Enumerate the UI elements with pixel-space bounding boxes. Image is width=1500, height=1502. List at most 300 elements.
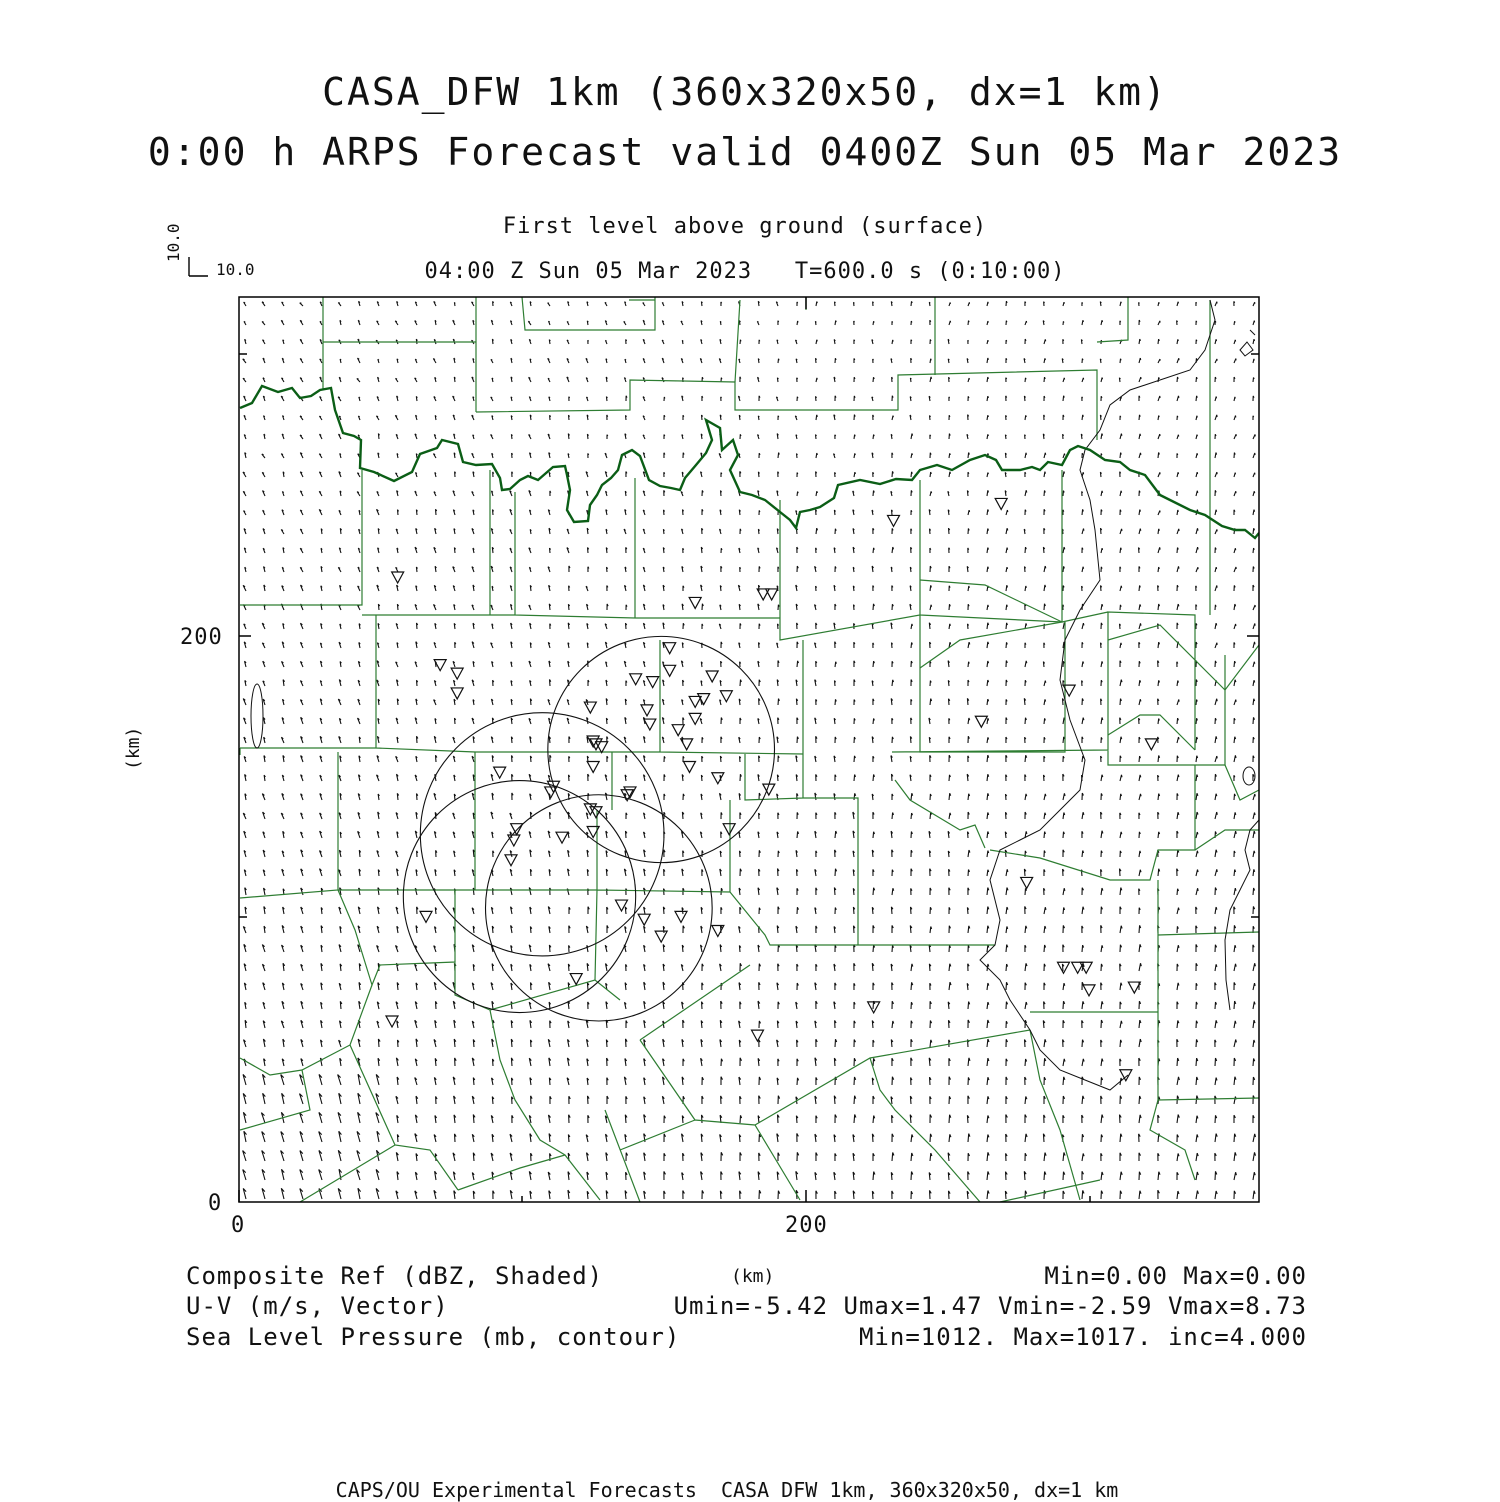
wind-vector [1101,831,1103,838]
wind-vector [1215,510,1217,515]
wind-vector [949,377,950,382]
wind-vector [930,415,931,420]
station-marker [1080,962,1092,973]
x-axis-title: (km) [731,1266,775,1287]
wind-vector [797,473,798,478]
wind-vector [453,510,455,515]
wind-vector [701,794,702,800]
wind-vector [605,945,607,952]
wind-vector [433,454,436,458]
station-marker [664,643,676,654]
wind-vector [1139,1172,1141,1180]
wind-vector [1234,548,1236,553]
wind-vector [797,302,798,306]
wind-vector [1101,661,1103,667]
wind-vector [1025,435,1026,439]
wind-vector [1025,321,1027,325]
wind-vector [1006,699,1007,705]
wind-vector [510,567,512,572]
wind-vector [281,530,284,535]
wind-vector [834,585,835,591]
wind-vector [664,774,665,781]
wind-vector [1215,415,1217,420]
wind-vector [644,850,646,857]
wind-vector [968,340,969,344]
wind-vector [683,926,684,933]
wind-vector [417,736,418,743]
wind-vector [454,434,455,439]
wind-vector [512,793,513,800]
wind-vector [930,927,932,934]
wind-vector [1025,1059,1027,1066]
wind-vector [1006,1134,1008,1142]
wind-vector [987,490,989,496]
wind-vector [1139,377,1141,382]
wind-vector [378,528,379,534]
wind-vector [397,793,398,800]
wind-vector [1100,302,1101,306]
wind-vector [358,320,360,325]
wind-vector [359,642,360,648]
wind-vector [1044,509,1045,515]
wind-vector [1139,870,1141,876]
wind-vector [340,359,341,363]
wind-vector [797,1133,799,1142]
wind-vector [1120,983,1122,990]
wind-vector [662,340,664,344]
wind-vector [1005,472,1006,477]
wind-vector [854,358,855,363]
wind-vector [1215,661,1216,667]
wind-vector [854,321,855,325]
wind-vector [605,624,607,629]
wind-vector [626,1096,627,1104]
wind-vector [358,586,360,591]
wind-vector [493,888,494,895]
wind-vector [1120,302,1121,306]
wind-vector [854,661,855,667]
wind-vector [891,434,892,439]
wind-vector [949,888,950,895]
wind-vector [282,642,284,648]
wind-vector [892,850,893,857]
wind-vector [968,624,969,629]
wind-vector [473,397,474,401]
wind-vector [929,964,931,971]
wind-vector [568,1190,570,1199]
wind-vector [854,340,855,344]
wind-vector [873,699,874,705]
wind-vector [472,302,475,306]
footer-credit: CAPS/OU Experimental Forecasts CASA DFW 1km, 360x320x50, dx=1 km [335,1478,1119,1502]
wind-vector [588,1115,589,1123]
wind-vector [549,340,550,344]
wind-vector [759,585,760,591]
wind-vector [739,415,740,420]
wind-vector [835,529,836,534]
wind-vector [626,1021,627,1029]
wind-vector [816,435,817,440]
wind-vector [816,926,817,933]
wind-vector [529,1115,531,1123]
wind-vector [244,737,246,743]
wind-vector [892,945,894,952]
wind-vector [1177,1002,1178,1009]
wind-vector [262,302,265,306]
wind-vector [300,623,303,629]
wind-vector [987,605,989,610]
wind-vector [759,340,760,344]
wind-vector [702,528,703,534]
wind-vector [644,1097,646,1104]
wind-vector [1101,925,1102,933]
wind-vector [549,661,551,667]
wind-vector [569,945,570,952]
wind-vector [1024,529,1025,534]
wind-vector [1044,415,1045,420]
wind-vector [472,908,474,914]
wind-vector [1063,850,1064,857]
wind-vector [359,1001,361,1009]
wind-vector [435,869,437,876]
wind-vector [436,850,437,857]
wind-vector [568,604,569,610]
wind-vector [511,623,512,629]
wind-vector [948,510,949,515]
wind-vector [720,964,722,971]
wind-vector [1006,1096,1007,1104]
wind-vector [588,793,589,800]
wind-vector [607,435,608,439]
wind-vector [262,454,265,458]
wind-vector [1158,1190,1160,1199]
wind-vector [663,1059,665,1066]
wind-vector [244,983,246,990]
wind-vector [1025,1191,1027,1199]
wind-vector [1253,548,1254,553]
wind-vector [244,396,246,401]
wind-vector [453,1172,455,1180]
wind-vector [435,1171,437,1180]
wind-vector [1196,944,1197,952]
wind-vector [1100,359,1101,363]
wind-vector [892,586,893,592]
wind-vector [1234,491,1236,496]
wind-vector [949,1058,950,1066]
wind-vector [911,358,912,363]
wind-vector [1215,1002,1217,1009]
pressure-contour [548,636,775,862]
wind-vector [396,851,398,857]
wind-vector [340,585,342,591]
wind-vector [778,718,779,724]
wind-vector [816,661,817,667]
wind-vector [283,548,284,554]
wind-vector [930,435,931,439]
wind-vector [300,1151,303,1162]
wind-vector [245,1002,247,1009]
wind-vector [511,604,513,610]
wind-vector [1101,851,1102,857]
wind-vector [1044,1058,1046,1066]
wind-vector [473,926,475,933]
wind-vector [1044,718,1045,724]
wind-vector [911,964,913,971]
wind-vector [245,774,247,781]
wind-vector [455,472,456,477]
wind-vector [359,850,360,857]
wind-vector [472,756,474,762]
wind-vector [1139,756,1140,762]
wind-vector [586,926,588,933]
wind-vector [720,415,721,420]
wind-vector [397,832,399,838]
wind-vector [1253,869,1255,876]
wind-vector [987,680,989,686]
wind-vector [891,698,892,705]
wind-vector [759,680,760,686]
wind-vector [339,813,341,819]
wind-vector [492,378,493,382]
wind-vector [1025,302,1026,307]
wind-vector [1234,416,1236,421]
wind-vector [759,510,760,515]
wind-vector [911,1002,913,1009]
wind-vector [473,1153,475,1161]
wind-vector [320,321,322,325]
wind-vector [777,434,778,440]
wind-vector [454,358,455,363]
wind-vector [683,1020,685,1028]
wind-vector [340,491,341,496]
wind-vector [700,358,702,363]
wind-vector [300,1131,303,1142]
wind-vector [1177,1153,1179,1161]
wind-vector [1082,888,1084,895]
wind-vector [263,1039,265,1047]
wind-vector [1025,661,1027,667]
wind-vector [681,358,683,363]
wind-vector [473,585,474,591]
wind-vector [549,1115,551,1123]
wind-vector [758,491,759,497]
wind-vector [758,888,760,895]
wind-vector [1025,1096,1027,1104]
wind-vector [1101,1059,1103,1066]
wind-vector [815,643,817,648]
wind-vector [301,775,303,781]
wind-vector [281,1021,284,1028]
station-marker [995,498,1007,509]
wind-vector [701,566,703,572]
wind-vector [550,888,551,895]
wind-vector [815,718,817,724]
wind-vector [320,699,322,705]
wind-vector [1177,775,1179,781]
wind-vector [300,1113,304,1123]
wind-vector [664,453,665,458]
wind-vector [968,321,969,326]
wind-vector [586,586,588,591]
wind-vector [435,718,436,724]
wind-vector [739,737,741,743]
wind-vector [263,358,265,363]
wind-vector [491,983,493,991]
wind-vector [283,963,285,971]
wind-vector [606,964,608,972]
wind-vector [245,888,247,895]
wind-vector [377,680,379,686]
wind-vector [588,547,589,553]
wind-vector [1101,812,1102,819]
wind-vector [872,1021,874,1029]
wind-vector [1215,567,1217,572]
wind-vector [664,1116,666,1123]
wind-vector [530,869,531,876]
wind-vector [873,435,874,440]
wind-vector [530,680,532,686]
wind-vector [1215,1096,1217,1104]
wind-vector [1234,718,1235,724]
wind-vector [493,472,494,477]
wind-vector [606,510,607,516]
wind-vector [358,718,361,724]
wind-vector [873,1153,874,1161]
wind-vector [245,794,247,800]
wind-vector [1081,339,1082,344]
wind-vector [359,510,360,515]
wind-vector [720,851,721,857]
wind-vector [245,339,246,344]
wind-vector [434,585,436,591]
station-marker [689,597,701,608]
wind-vector [491,1115,493,1123]
wind-vector [397,548,398,553]
wind-vector [1006,775,1007,781]
wind-vector [1044,604,1045,610]
wind-vector [359,982,361,990]
wind-vector [682,700,684,706]
wind-vector [301,888,303,895]
wind-vector [264,926,266,933]
wind-vector [663,907,665,914]
wind-vector [911,529,912,534]
wind-vector [834,510,835,515]
wind-vector [245,907,247,914]
wind-vector [567,1078,569,1085]
wind-vector [1025,453,1027,458]
wind-vector [549,869,551,876]
wind-vector [338,397,341,401]
wind-vector [815,756,817,762]
wind-vector [643,435,645,439]
wind-vector [1120,567,1121,572]
wind-vector [377,1002,379,1009]
wind-vector [300,681,303,687]
wind-vector [1234,1097,1236,1105]
wind-vector [911,1153,913,1161]
wind-vector [930,491,932,496]
wind-vector [626,472,627,478]
wind-vector [1139,963,1141,971]
wind-vector [702,1002,704,1009]
wind-vector [416,396,417,401]
wind-vector [263,1021,265,1028]
wind-vector [873,1096,874,1104]
wind-vector [778,756,779,762]
wind-vector [739,1040,741,1047]
wind-vector [987,793,989,800]
wind-vector [1025,643,1026,648]
wind-vector [320,681,322,687]
wind-vector [1082,812,1084,819]
wind-vector [283,623,284,629]
wind-vector [378,699,379,705]
station-marker [689,696,701,707]
wind-vector [1215,623,1217,629]
wind-vector [1025,812,1026,819]
wind-vector [1063,321,1064,325]
wind-vector [873,983,874,990]
wind-vector [244,850,246,857]
wind-vector [472,1058,474,1066]
wind-vector [626,1039,628,1047]
wind-vector [244,624,246,629]
wind-vector [1234,1172,1236,1180]
wind-vector [968,528,969,534]
wind-vector [758,832,760,838]
wind-vector [1139,1001,1141,1009]
wind-vector [835,699,836,705]
wind-vector [378,794,379,800]
wind-vector [1234,794,1235,800]
wind-vector [662,737,664,743]
wind-vector [339,377,341,382]
wind-vector [282,491,284,496]
wind-vector [758,301,759,306]
wind-vector [415,1172,417,1180]
wind-vector [1139,944,1141,952]
wind-vector [1253,434,1255,439]
wind-vector [1253,642,1255,648]
wind-vector [338,567,341,572]
wind-vector [1253,888,1255,895]
wind-vector [987,321,988,325]
wind-vector [854,642,855,648]
wind-vector [510,851,512,858]
wind-vector [1120,813,1121,819]
wind-vector [643,320,645,325]
wind-vector [396,378,399,382]
wind-vector [778,605,779,610]
wind-vector [1177,435,1179,439]
wind-vector [968,1058,970,1066]
wind-vector [1215,794,1217,800]
wind-vector [1253,416,1254,420]
wind-vector [834,793,836,800]
wind-vector [433,359,436,364]
wind-vector [643,700,645,706]
wind-vector [339,1131,342,1142]
wind-vector [1063,1152,1065,1161]
wind-vector [454,623,455,629]
wind-vector [529,718,531,724]
wind-vector [739,1077,741,1085]
wind-vector [854,983,855,990]
wind-vector [1234,661,1235,667]
wind-vector [663,982,665,990]
wind-vector [1253,623,1255,629]
